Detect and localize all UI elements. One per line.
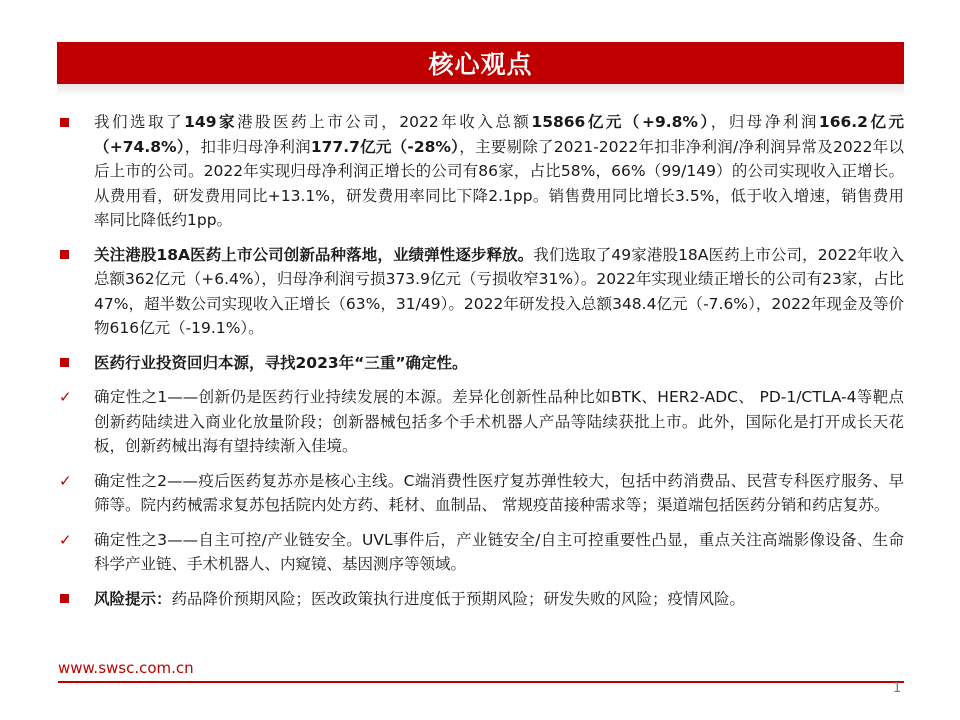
- key-point-item: [58, 469, 904, 518]
- footer-divider: [58, 681, 904, 683]
- title-shadow: [57, 84, 904, 96]
- text-segment: 药品降价预期风险；医改政策执行进度低于预期风险；研发失败的风险；疫情风险。: [171, 589, 746, 608]
- check-icon: ✓: [59, 530, 72, 549]
- text-segment: ，归母净利润: [710, 113, 819, 131]
- footer-website: www.swsc.com.cn: [58, 659, 194, 677]
- text-segment: ，扣非归母净利润: [184, 137, 311, 156]
- text-segment: ，主要剔除了2021-2022年扣非净利润/净利润异常及2022年以后上市的公司。2022年实现归母净利润正增长的公司有86家，占比58%，66%（99/149）的公司实现收入正增长。从费用看，研发费用同比+13.1%，研发费用率同比下降2.1pp。销售费用同比增长3.5%，低于收入增速，销售费用率同比降低约1pp。: [94, 137, 904, 229]
- key-point-text: [94, 587, 904, 612]
- bold-text-segment: 风险提示：: [94, 589, 172, 608]
- key-point-text: [94, 110, 904, 233]
- page-number: 1: [893, 681, 902, 696]
- key-point-item: [58, 587, 904, 612]
- page-title: 核心观点: [428, 50, 533, 79]
- bold-text-segment: 166.2亿元（+74.8%）: [94, 113, 904, 156]
- text-segment: 港股医药上市公司，2022年收入总额: [237, 113, 532, 131]
- key-points-list: [58, 110, 904, 621]
- key-point-item: [58, 528, 904, 577]
- key-point-item: [58, 385, 904, 459]
- text-segment: 确定性之1——创新仍是医药行业持续发展的本源。差异化创新性品种比如BTK、HER2-ADC、 PD-1/CTLA-4等靶点创新药陆续进入商业化放量阶段；创新器械包括多个手术机器人产品等陆续获批上市。此外，国际化是打开成长天花板，创新药械出海有望持续渐入佳境。: [94, 388, 904, 455]
- key-point-text: [94, 469, 904, 518]
- bold-text-segment: 149家: [184, 113, 238, 131]
- text-segment: 确定性之2——疫后医药复苏亦是核心主线。C端消费性医疗复苏弹性较大，包括中药消费品、民营专科医疗服务、早筛等。院内药械需求复苏包括院内处方药、耗材、血制品、 常规疫苗接种需求等；渠道端包括医药分销和药店复苏。: [94, 471, 904, 514]
- check-icon: ✓: [59, 471, 72, 490]
- check-icon: ✓: [59, 388, 72, 406]
- key-point-text: [94, 528, 904, 577]
- title-banner: [57, 42, 904, 84]
- bold-text-segment: 关注港股18A医药上市公司创新品种落地，业绩弹性逐步释放。: [94, 245, 534, 264]
- bold-text-segment: 15866亿元（+9.8%）: [531, 113, 711, 131]
- bold-text-segment: 医药行业投资回归本源，寻找2023年“三重”确定性。: [94, 353, 468, 372]
- key-point-text: [94, 351, 904, 376]
- text-segment: 我们选取了49家港股18A医药上市公司，2022年收入总额362亿元（+6.4%），归母净利润亏损373.9亿元（亏损收窄31%）。2022年实现业绩正增长的公司有23家，占比47%，超半数公司实现收入正增长（63%，31/49）。2022年研发投入总额348.4亿元（-7.6%），2022年现金及等价物616亿元（-19.1%）。: [94, 245, 904, 337]
- key-point-item: [58, 110, 904, 233]
- key-point-item: [58, 243, 904, 341]
- key-point-text: [94, 385, 904, 459]
- square-bullet-icon: [58, 110, 94, 135]
- square-bullet-icon: [58, 587, 94, 612]
- square-bullet-icon: [58, 243, 94, 268]
- text-segment: 我们选取了: [94, 113, 185, 131]
- text-segment: 确定性之3——自主可控/产业链安全。UVL事件后，产业链安全/自主可控重要性凸显，重点关注高端影像设备、生命科学产业链、手术机器人、内窥镜、基因测序等领域。: [94, 530, 904, 573]
- bold-text-segment: 177.7亿元（-28%）: [310, 137, 460, 156]
- square-bullet-icon: [58, 351, 94, 376]
- key-point-item: [58, 351, 904, 376]
- key-point-text: [94, 243, 904, 341]
